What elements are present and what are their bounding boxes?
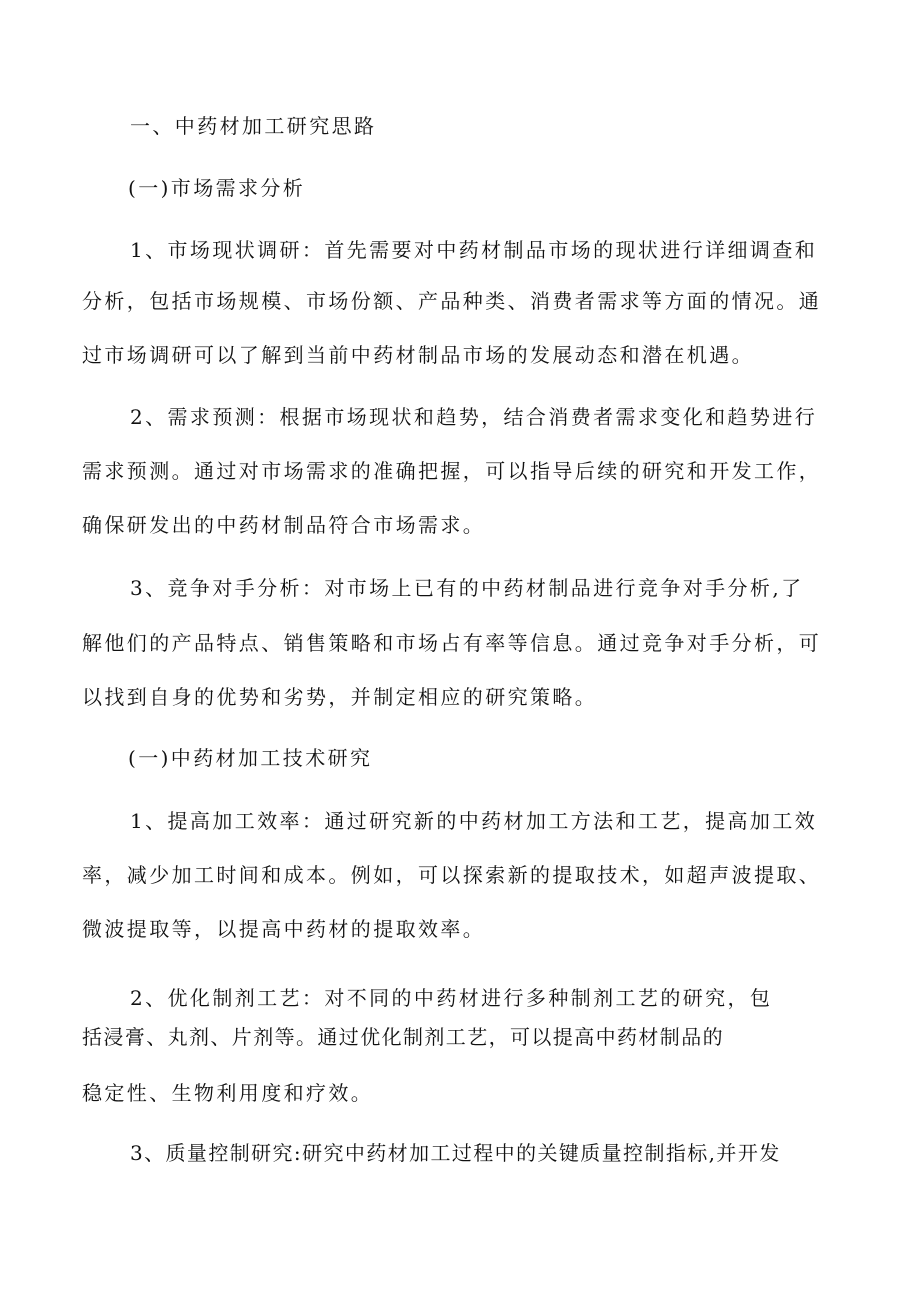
paragraph-line: 需求预测。通过对市场需求的准确把握，可以指导后续的研究和开发工作， (82, 459, 822, 483)
paragraph-line: 3、质量控制研究:研究中药材加工过程中的关键质量控制指标,并开发 (130, 1141, 781, 1165)
section-title-processing: (一)中药材加工技术研究 (128, 746, 373, 770)
main-heading: 一、中药材加工研究思路 (130, 114, 377, 138)
paragraph-line: 3、竞争对手分析：对市场上已有的中药材制品进行竞争对手分析,了 (130, 576, 804, 600)
section-title-market: (一)市场需求分析 (128, 176, 306, 200)
paragraph-line: 2、优化制剂工艺：对不同的中药材进行多种制剂工艺的研究，包 (130, 986, 773, 1010)
paragraph-line: 分析，包括市场规模、市场份额、产品种类、消费者需求等方面的情况。通 (82, 289, 822, 313)
paragraph-line: 1、市场现状调研：首先需要对中药材制品市场的现状进行详细调查和 (130, 238, 818, 262)
paragraph-line: 2、需求预测：根据市场现状和趋势，结合消费者需求变化和趋势进行 (130, 405, 818, 429)
paragraph-line: 稳定性、生物利用度和疗效。 (82, 1081, 374, 1105)
paragraph-line: 解他们的产品特点、销售策略和市场占有率等信息。通过竞争对手分析，可 (82, 631, 822, 655)
paragraph-line: 确保研发出的中药材制品符合市场需求。 (82, 513, 486, 537)
paragraph-line: 过市场调研可以了解到当前中药材制品市场的发展动态和潜在机遇。 (82, 343, 754, 367)
paragraph-line: 微波提取等，以提高中药材的提取效率。 (82, 917, 486, 941)
paragraph-line: 括浸膏、丸剂、片剂等。通过优化制剂工艺，可以提高中药材制品的 (82, 1025, 724, 1049)
paragraph-line: 率，减少加工时间和成本。例如，可以探索新的提取技术，如超声波提取、 (82, 863, 822, 887)
paragraph-line: 以找到自身的优势和劣势，并制定相应的研究策略。 (82, 685, 598, 709)
paragraph-line: 1、提高加工效率：通过研究新的中药材加工方法和工艺，提高加工效 (130, 809, 818, 833)
